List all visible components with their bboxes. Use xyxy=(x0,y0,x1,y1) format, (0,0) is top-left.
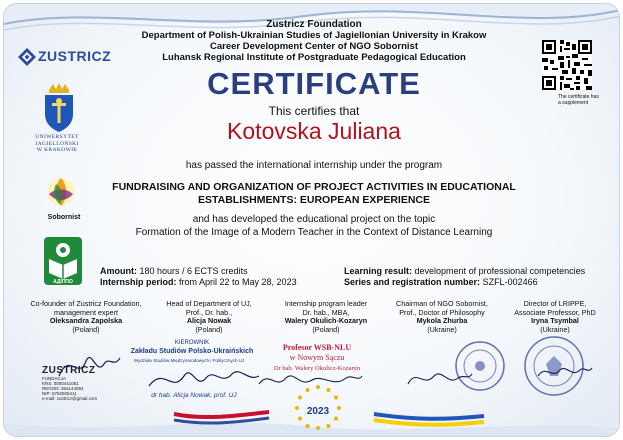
qr-code-icon xyxy=(542,40,592,90)
certificate xyxy=(3,3,620,437)
certifies-text: This certifies that xyxy=(268,104,360,118)
foundation-name: Zustricz Foundation xyxy=(266,19,362,30)
amount-row: Amount: 180 hours / 6 ECTS credits xyxy=(100,266,248,276)
result-row: Learning result: development of professional competencies xyxy=(344,266,586,276)
nowak-stamp-name: dr hab. Alicja Nowak, prof. UJ xyxy=(151,392,237,399)
wsb-stamp-title: Profesor WSB-NLU xyxy=(282,343,352,352)
certificate-title: CERTIFICATE xyxy=(207,66,421,101)
zapolska-signature xyxy=(54,346,124,386)
signatory-zapolska: Co-founder of Zustricz Foundation, management expert Oleksandra Zapolska (Poland) xyxy=(30,299,142,334)
wsb-stamp-city: w Nowym Sączu xyxy=(289,353,345,362)
qr-note: The certificate has a supplement xyxy=(558,94,599,106)
signatory-nowak: Head of Department of UJ, Prof., Dr. hab., Alicja Nowak (Poland) xyxy=(166,299,252,334)
program-title: FUNDRAISING AND ORGANIZATION OF PROJECT ACTIVITIES IN EDUCATIONAL ESTABLISHMENTS: EUROPEAN EXPERIENCE xyxy=(112,181,516,206)
project-topic: Formation of the Image of a Modern Teacher in the Context of Distance Learning xyxy=(135,227,493,238)
tsymbal-signature xyxy=(534,360,594,384)
wsb-stamp-name: Dr hab. Walery Okulicz-Kozaryn xyxy=(273,365,361,372)
passed-text: has passed the international internship under the program xyxy=(185,160,443,171)
signatory-okulich-kozaryn: Internship program leader Dr. hab., MBA, Walery Okulich-Kozaryn (Poland) xyxy=(284,299,368,334)
recipient-name: Kotovska Juliana xyxy=(227,118,401,144)
kierownik-stamp-label: KIEROWNIK xyxy=(174,340,210,346)
period-row: Internship period: from April 22 to May 28, 2023 xyxy=(100,277,297,287)
header-line-2: Career Development Center of NGO Sobornist xyxy=(210,41,418,52)
zustricz-logo-icon xyxy=(18,48,36,66)
signatory-tsymbal: Director of LRIPPE, Associate Professor, PhD Iryna Tsymbal (Ukraine) xyxy=(514,299,596,334)
sobornist-label: Sobornist xyxy=(47,214,81,221)
zaklad-stamp: Zakładu Studiów Polsko-Ukraińskich xyxy=(130,348,254,355)
jagiellonian-crest-icon xyxy=(42,82,76,132)
sobornist-logo-icon xyxy=(46,174,76,212)
wydzial-stamp: Wydziału Studiów Międzynarodowych i Politycznych UJ xyxy=(133,358,245,363)
developed-text: and has developed the educational project on the topic xyxy=(192,214,436,225)
signatory-zhurba: Chairman of NGO Sobornist, Prof., Doctor of Philosophy Mykola Zhurba (Ukraine) xyxy=(396,299,488,334)
zustricz-stamp: ZUSTRICZ FUNDACJA KRS: 0000441051 REGON: 364144094 NIP: 6762505411 e-mail: zustricz@gmail.com xyxy=(42,365,98,401)
series-row: Series and registration number: SZFL-002466 xyxy=(344,277,538,287)
header-line-1: Department of Polish-Ukrainian Studies of Jagiellonian University in Krakow xyxy=(141,30,487,41)
zustricz-brand: ZUSTRICZ xyxy=(38,48,112,64)
university-name: UNIWERSYTET JAGIELLOŃSKI W KRAKOWIE xyxy=(35,134,79,153)
header-line-3: Luhansk Regional Institute of Postgraduate Pedagogical Education xyxy=(162,52,466,63)
adipno-logo-icon xyxy=(44,237,82,285)
year-badge: 2023 xyxy=(306,406,330,417)
adipno-label: АДІППО xyxy=(53,279,73,285)
zhurba-signature xyxy=(404,364,474,392)
nowak-signature xyxy=(144,356,264,396)
